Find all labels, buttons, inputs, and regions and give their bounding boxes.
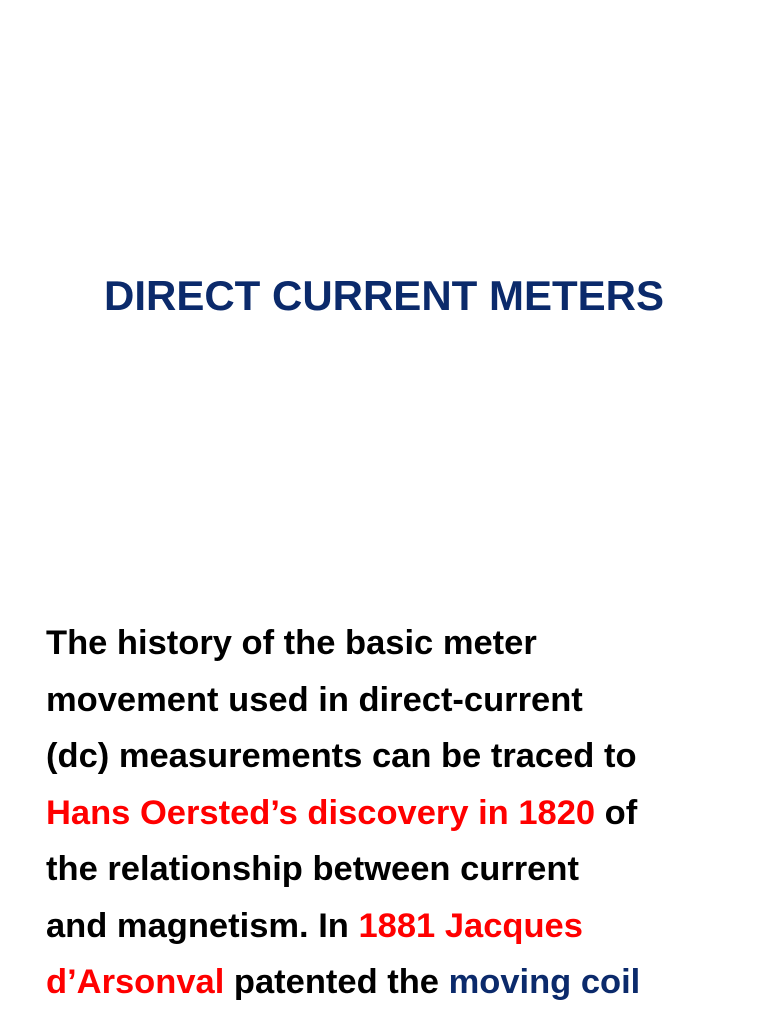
body-line-6 bbox=[46, 898, 764, 955]
body-line-7-mid: patented the bbox=[224, 963, 449, 1001]
slide-body-text bbox=[46, 615, 764, 1011]
body-line-5: the relationship between current bbox=[46, 850, 579, 888]
body-line-4 bbox=[46, 785, 764, 842]
body-line-6-start: and magnetism. In bbox=[46, 906, 359, 945]
body-line-3: (dc) measurements can be traced to bbox=[46, 737, 637, 775]
highlight-darsonval: d’Arsonval bbox=[46, 963, 225, 1001]
body-line-7 bbox=[46, 954, 764, 1011]
highlight-1881-jacques: 1881 Jacques bbox=[358, 906, 583, 945]
body-line-2: movement used in direct-current bbox=[46, 680, 583, 719]
slide-title: DIRECT CURRENT METERS bbox=[103, 272, 664, 319]
highlight-oersted-discovery: Hans Oersted’s discovery in 1820 bbox=[46, 793, 596, 832]
highlight-moving-coil: moving coil bbox=[448, 963, 641, 1001]
body-line-4-rest: of bbox=[595, 793, 638, 832]
body-line-1: The history of the basic meter bbox=[46, 624, 537, 662]
